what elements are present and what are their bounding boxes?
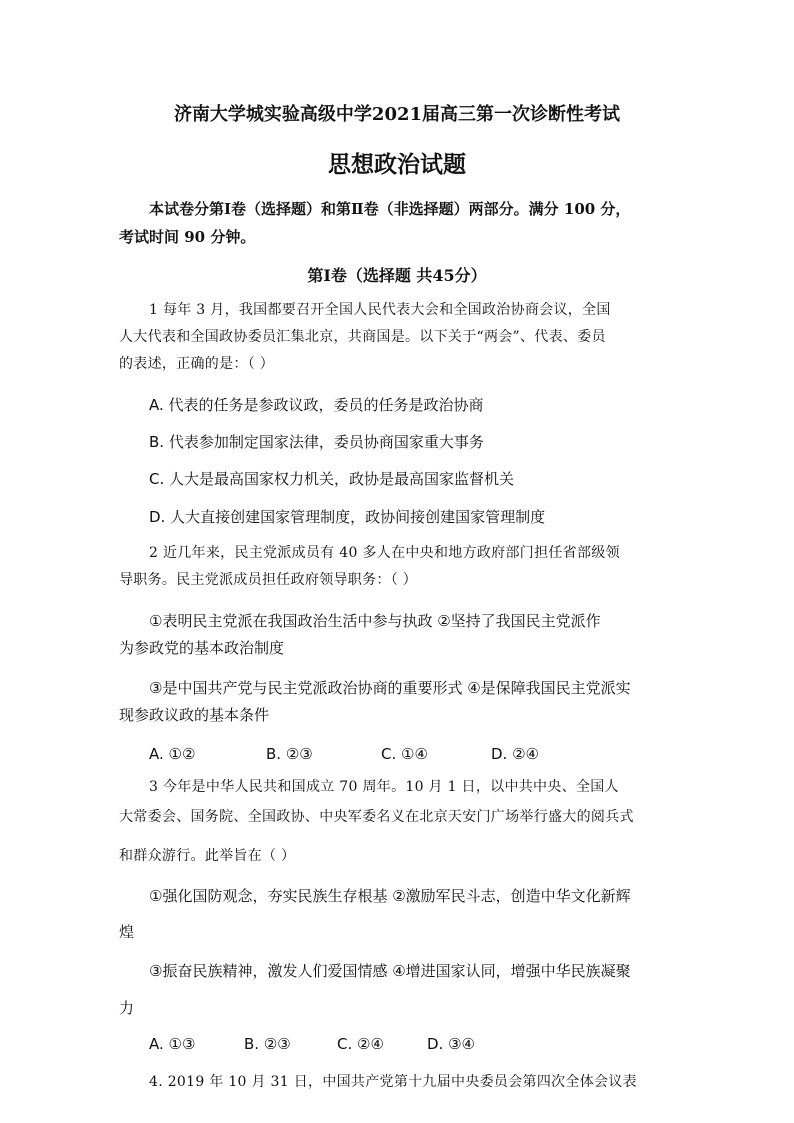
q4-stem-line-1: 4. 2019 年 10 月 31 日，中国共产党第十九届中央委员会第四次全体会议表 [149,1074,637,1090]
q3-choice-b: B. ②③ [244,1035,291,1053]
intro-line-2: 考试时间 90 分钟。 [119,228,256,246]
q1-stem-line-2: 人大代表和全国政协委员汇集北京，共商国是。以下关于“两会”、代表、委员 [119,329,606,345]
q3-stem-line-1: 3 今年是中华人民共和国成立 70 周年。10 月 1 日，以中共中央、全国人 [149,779,619,795]
subject-title: 思想政治试题 [328,151,466,178]
intro-line-1: 本试卷分第Ⅰ卷（选择题）和第Ⅱ卷（非选择题）两部分。满分 100 分， [149,200,631,218]
q3-choice-a: A. ①③ [149,1035,196,1053]
q2-choice-d: D. ②④ [491,745,539,763]
q1-option-c: C. 人大是最高国家权力机关，政协是最高国家监督机关 [149,470,515,488]
q3-item-line-4: 力 [119,999,135,1017]
q3-stem-line-2: 大常委会、国务院、全国政协、中央军委名义在北京天安门广场举行盛大的阅兵式 [119,809,634,825]
q1-stem-line-1: 1 每年 3 月，我国都要召开全国人民代表大会和全国政治协商会议，全国 [149,302,611,318]
q3-item-line-2: 煌 [119,923,135,941]
q2-choice-c: C. ①④ [381,745,428,763]
q2-item-line-1: ①表明民主党派在我国政治生活中参与执政 ②坚持了我国民主党派作 [149,612,601,630]
q2-item-line-2: 为参政党的基本政治制度 [119,639,285,657]
q3-item-line-1: ①强化国防观念，夯实民族生存根基 ②激励军民斗志，创造中华文化新辉 [149,887,631,905]
q2-stem-line-2: 导职务。民主党派成员担任政府领导职务：（ ） [119,572,418,588]
section-title: 第Ⅰ卷（选择题 共45分） [307,266,487,285]
q3-choice-d: D. ③④ [427,1035,475,1053]
school-title: 济南大学城实验高级中学2021届高三第一次诊断性考试 [173,104,621,125]
q2-choice-a: A. ①② [149,745,196,763]
q2-item-line-3: ③是中国共产党与民主党派政治协商的重要形式 ④是保障我国民主党派实 [149,679,631,697]
q1-option-a: A. 代表的任务是参政议政，委员的任务是政治协商 [149,396,484,414]
q2-choice-b: B. ②③ [266,745,313,763]
q3-stem-line-3: 和群众游行。此举旨在（ ） [119,848,296,864]
q1-option-d: D. 人大直接创建国家管理制度，政协间接创建国家管理制度 [149,508,546,526]
q3-choice-c: C. ②④ [337,1035,384,1053]
q2-item-line-4: 现参政议政的基本条件 [119,706,270,724]
q1-stem-line-3: 的表述，正确的是：（ ） [119,356,275,372]
q1-option-b: B. 代表参加制定国家法律，委员协商国家重大事务 [149,433,484,451]
q2-stem-line-1: 2 近几年来，民主党派成员有 40 多人在中央和地方政府部门担任省部级领 [149,545,620,561]
q3-item-line-3: ③振奋民族精神，激发人们爱国情感 ④增进国家认同，增强中华民族凝聚 [149,962,631,980]
